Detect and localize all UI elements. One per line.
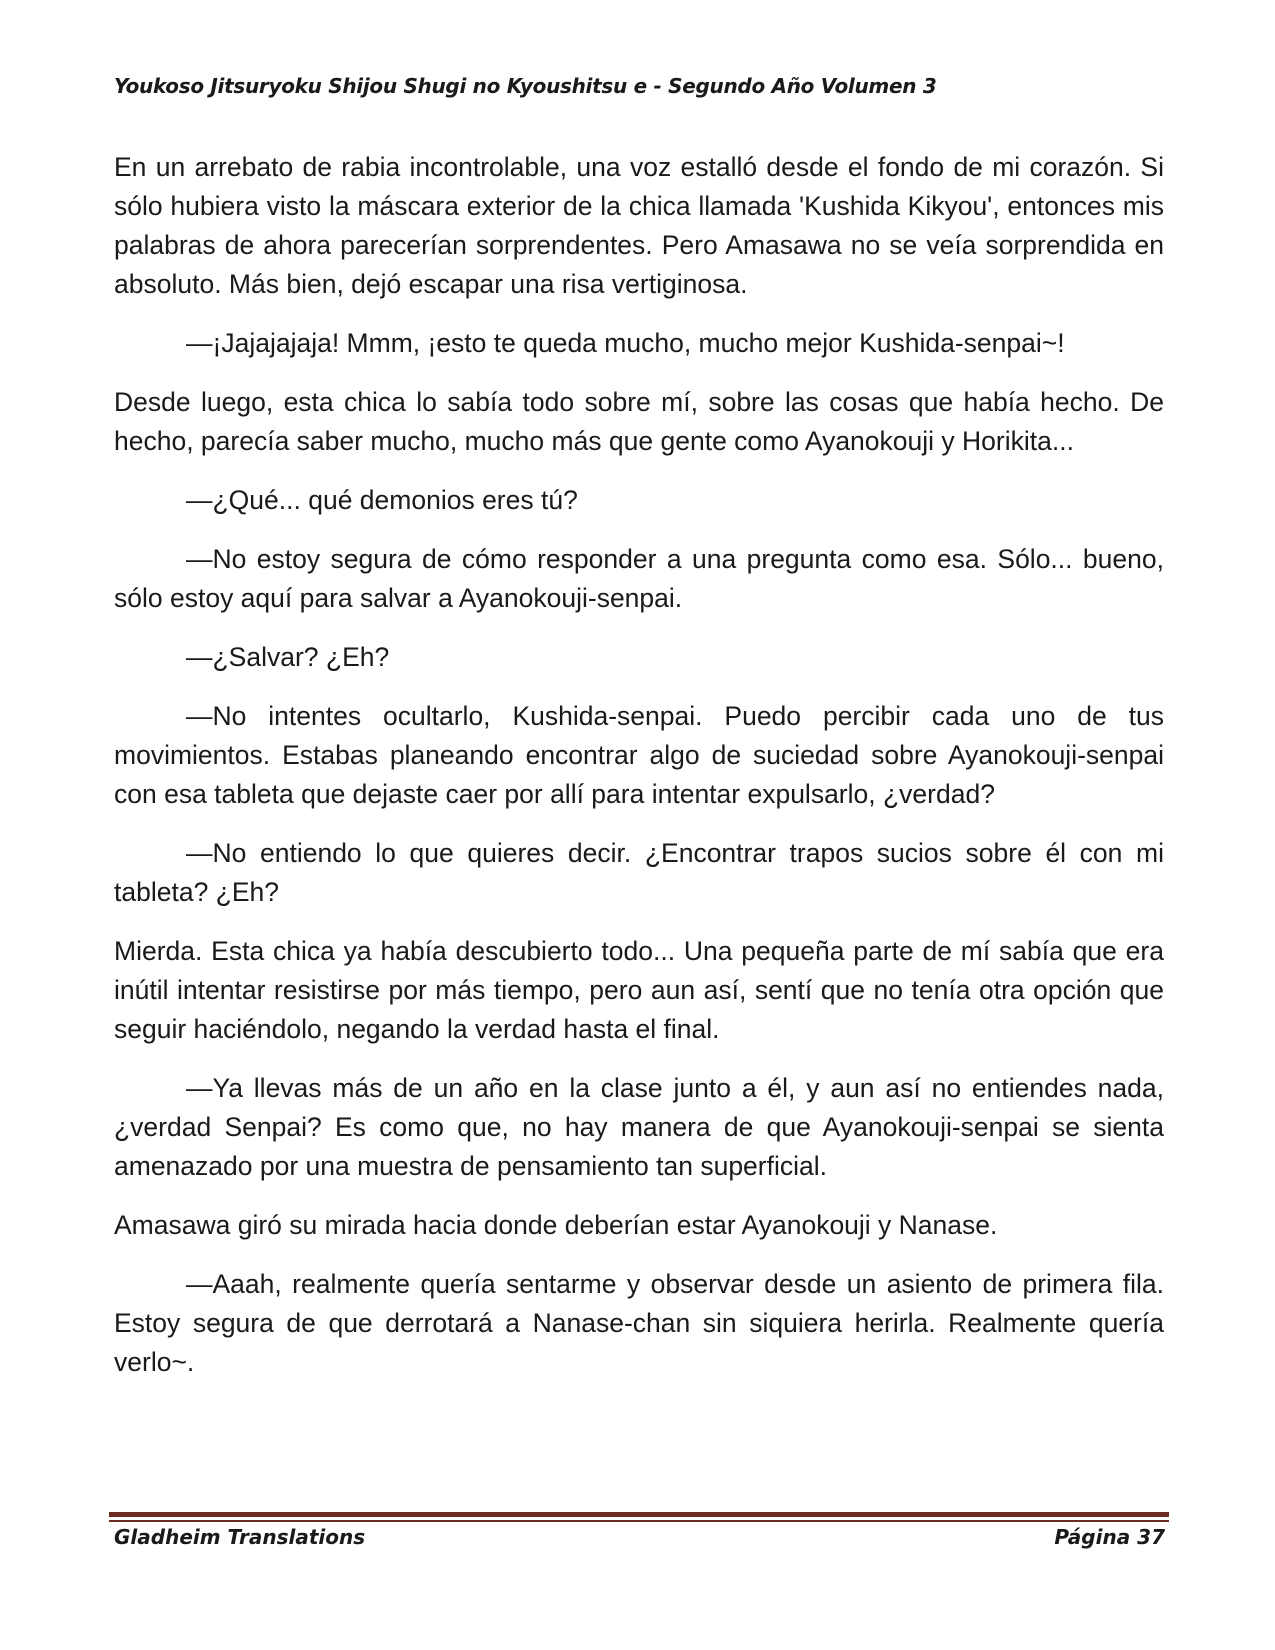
paragraph-9: Mierda. Esta chica ya había descubierto todo... Una pequeña parte de mí sabía que era inútil intentar resistirse por más tiempo, pero aun así, sentí que no tenía otra opción que seguir haciéndolo, negando la verdad hasta el final. — [114, 936, 1164, 1044]
page-number: Página 37 — [1054, 1525, 1165, 1549]
footer-rule-thick — [109, 1512, 1169, 1517]
paragraph-12: —Aaah, realmente quería sentarme y observar desde un asiento de primera fila. Estoy segura de que derrotará a Nanase-chan sin siquiera herirla. Realmente quería verlo~. — [114, 1269, 1164, 1377]
paragraph-8: —No entiendo lo que quieres decir. ¿Encontrar trapos sucios sobre él con mi tableta? ¿Eh? — [114, 838, 1164, 907]
paragraph-6: —¿Salvar? ¿Eh? — [186, 642, 390, 672]
body-text — [114, 148, 1164, 1402]
paragraph-5: —No estoy segura de cómo responder a una pregunta como esa. Sólo... bueno, sólo estoy aquí para salvar a Ayanokouji-senpai. — [114, 544, 1164, 613]
footer-credit: Gladheim Translations — [114, 1525, 366, 1549]
running-header: Youkoso Jitsuryoku Shijou Shugi no Kyoushitsu e - Segundo Año Volumen 3 — [114, 74, 937, 98]
paragraph-10: —Ya llevas más de un año en la clase junto a él, y aun así no entiendes nada, ¿verdad Senpai? Es como que, no hay manera de que Ayanokouji-senpai se sienta amenazado por una muestra de pensamiento tan superficial. — [114, 1073, 1164, 1181]
paragraph-1: En un arrebato de rabia incontrolable, una voz estalló desde el fondo de mi corazón. Si sólo hubiera visto la máscara exterior de la chica llamada 'Kushida Kikyou', entonces mis palabras de ahora parecerían sorprendentes. Pero Amasawa no se veía sorprendida en absoluto. Más bien, dejó escapar una risa vertiginosa. — [114, 152, 1164, 299]
footer-rule-thin — [109, 1520, 1169, 1522]
paragraph-11: Amasawa giró su mirada hacia donde deberían estar Ayanokouji y Nanase. — [114, 1210, 998, 1240]
paragraph-2: —¡Jajajajaja! Mmm, ¡esto te queda mucho, mucho mejor Kushida-senpai~! — [186, 328, 1065, 358]
paragraph-7: —No intentes ocultarlo, Kushida-senpai. Puedo percibir cada uno de tus movimientos. Estabas planeando encontrar algo de suciedad sobre Ayanokouji-senpai con esa tableta que dejaste caer por allí para intentar expulsarlo, ¿verdad? — [114, 701, 1164, 809]
paragraph-3: Desde luego, esta chica lo sabía todo sobre mí, sobre las cosas que había hecho. De hecho, parecía saber mucho, mucho más que gente como Ayanokouji y Horikita... — [114, 387, 1164, 456]
paragraph-4: —¿Qué... qué demonios eres tú? — [186, 485, 578, 515]
